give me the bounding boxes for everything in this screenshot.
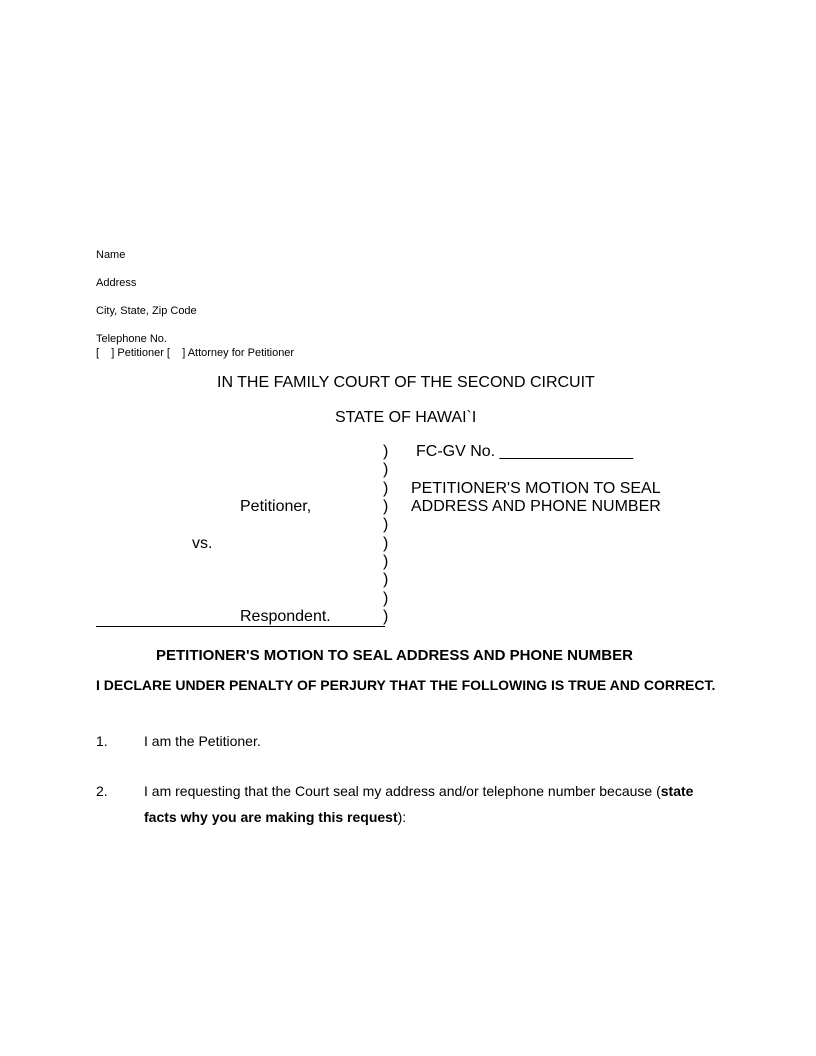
caption-paren: ) [383, 553, 389, 570]
court-state: STATE OF HAWAI`I [335, 409, 477, 426]
caption-paren: ) [383, 590, 389, 607]
item-text [144, 783, 693, 799]
item-text-bold: state [660, 783, 694, 799]
telephone-field-label: Telephone No. [96, 333, 167, 345]
caption-paren: ) [383, 608, 389, 625]
item-number: 2. [96, 783, 108, 799]
respondent-label: Respondent. [240, 608, 331, 625]
caption-paren: ) [383, 516, 389, 533]
item-text-cont [144, 809, 406, 825]
court-name: IN THE FAMILY COURT OF THE SECOND CIRCUIT [217, 374, 595, 391]
item-text-end: ): [397, 809, 407, 825]
case-number: FC-GV No. _______________ [416, 443, 634, 460]
caption-paren: ) [383, 443, 389, 460]
item-text-bold: facts why you are making this request [144, 809, 398, 825]
respondent-underline [96, 626, 385, 627]
name-field-label: Name [96, 249, 126, 261]
caption-paren: ) [383, 480, 389, 497]
motion-heading: PETITIONER'S MOTION TO SEAL ADDRESS AND PHONE NUMBER [156, 647, 633, 664]
caption-title-line2: ADDRESS AND PHONE NUMBER [411, 498, 661, 515]
caption-paren: ) [383, 571, 389, 588]
item-text-plain: I am requesting that the Court seal my address and/or telephone number because ( [144, 783, 661, 799]
item-text: I am the Petitioner. [144, 733, 261, 749]
caption-paren: ) [383, 461, 389, 478]
caption-title-line1: PETITIONER'S MOTION TO SEAL [411, 480, 661, 497]
city-field-label: City, State, Zip Code [96, 305, 197, 317]
caption-paren: ) [383, 498, 389, 515]
role-checkboxes: [ ] Petitioner [ ] Attorney for Petitioner [96, 347, 295, 359]
item-number: 1. [96, 733, 108, 749]
caption-paren: ) [383, 535, 389, 552]
petitioner-label: Petitioner, [240, 498, 312, 515]
declaration-statement: I DECLARE UNDER PENALTY OF PERJURY THAT THE FOLLOWING IS TRUE AND CORRECT. [96, 677, 716, 693]
address-field-label: Address [96, 277, 137, 289]
vs-label: vs. [192, 535, 213, 552]
